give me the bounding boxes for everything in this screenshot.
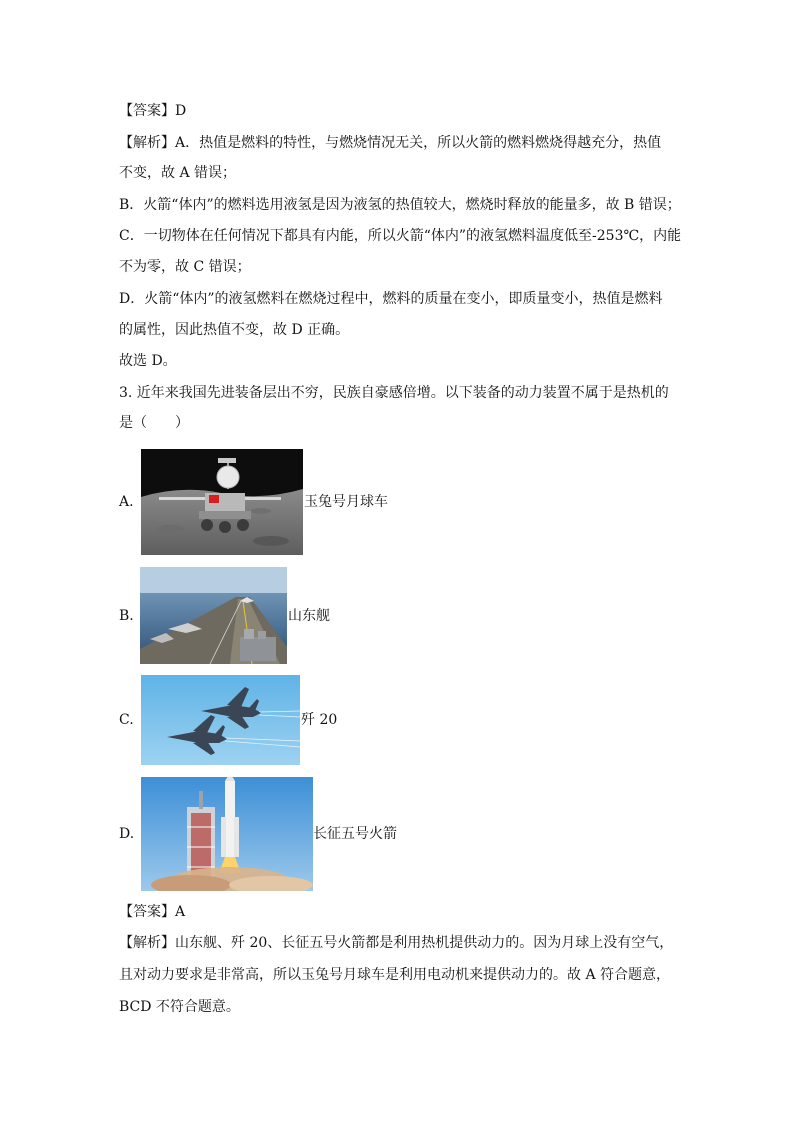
aircraft-carrier-image (140, 567, 287, 664)
option-b-letter: B. (119, 608, 134, 624)
analysis-1-line-1: 【解析】A．热值是燃料的特性，与燃烧情况无关，所以火箭的燃料燃烧得越充分，热值 (119, 135, 662, 151)
answer-1: 【答案】D (119, 103, 187, 119)
analysis-1-line-6: D．火箭“体内”的液氢燃料在燃烧过程中，燃料的质量在变小，即质量变小，热值是燃料 (119, 291, 663, 307)
answer-2: 【答案】A (119, 904, 186, 920)
option-a-letter: A. (119, 494, 134, 510)
option-b-label: 山东舰 (288, 608, 330, 624)
option-d-label: 长征五号火箭 (313, 826, 397, 842)
option-c-letter: C. (119, 712, 134, 728)
analysis-1-line-2: 不变，故 A 错误； (119, 165, 237, 181)
option-c-label: 歼 20 (301, 712, 338, 728)
option-a-label: 玉兔号月球车 (304, 494, 388, 510)
option-d-letter: D. (119, 826, 135, 842)
lunar-rover-image (141, 449, 303, 555)
analysis-1-line-3: B．火箭“体内”的燃料选用液氢是因为液氢的热值较大，燃烧时释放的能量多，故 B 错误； (119, 197, 681, 213)
analysis-1-line-8: 故选 D。 (119, 353, 177, 369)
question-3-line-1: 3. 近年来我国先进装备层出不穷，民族自豪感倍增。以下装备的动力装置不属于是热机的 (119, 385, 669, 401)
rocket-launch-image (141, 777, 313, 891)
analysis-2-line-3: BCD 不符合题意。 (119, 999, 240, 1015)
analysis-2-line-1: 【解析】山东舰、歼 20、长征五号火箭都是利用热机提供动力的。因为月球上没有空气， (119, 935, 674, 951)
question-3-line-2: 是（ ） (119, 415, 189, 431)
analysis-2-line-2: 且对动力要求是非常高，所以玉兔号月球车是利用电动机来提供动力的。故 A 符合题意， (119, 967, 671, 983)
analysis-1-line-4: C．一切物体在任何情况下都具有内能，所以火箭“体内”的液氢燃料温度低至-253℃，内能 (119, 228, 682, 244)
fighter-jet-image (141, 675, 300, 765)
analysis-1-line-7: 的属性，因此热值不变，故 D 正确。 (119, 322, 350, 338)
analysis-1-line-5: 不为零，故 C 错误； (119, 259, 251, 275)
